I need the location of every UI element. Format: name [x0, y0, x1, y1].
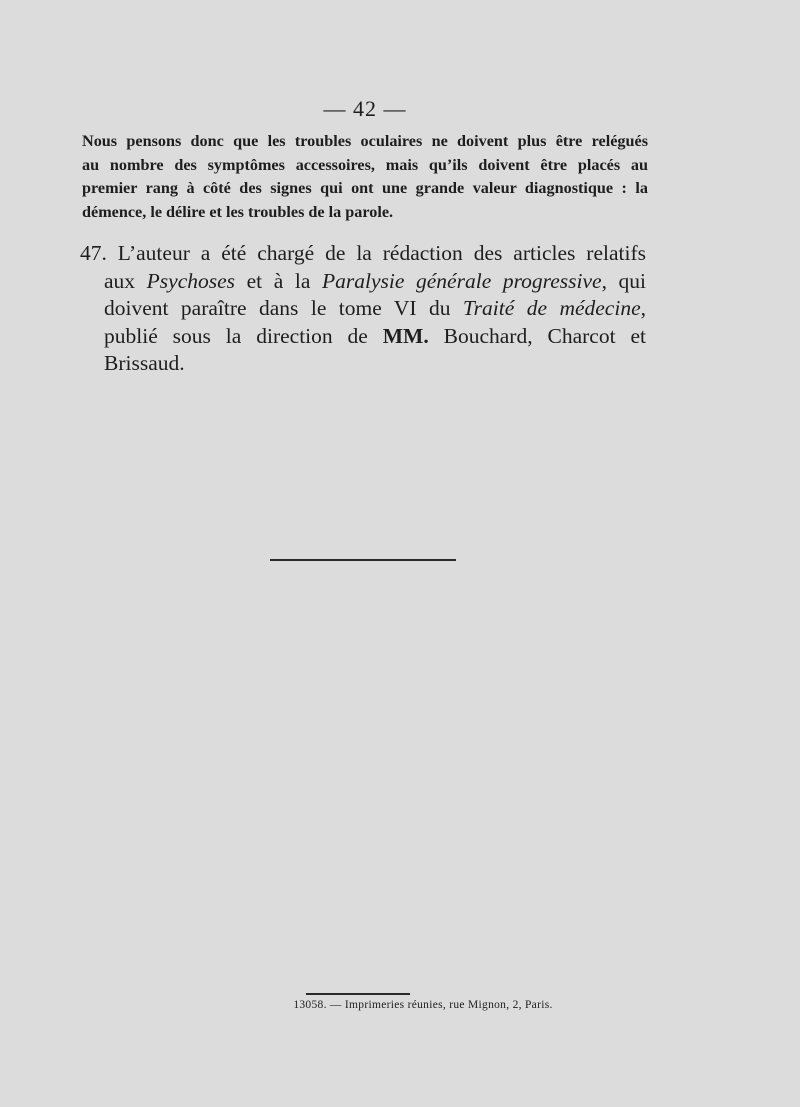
entry-47	[80, 240, 646, 378]
entry-italic-title: Traité de médecine	[462, 296, 641, 320]
section-divider	[270, 559, 456, 561]
entry-line	[80, 268, 646, 296]
entry-line	[80, 323, 646, 351]
entry-text: doivent paraître dans le tome VI du	[104, 296, 463, 320]
paragraph-line: au nombre des symptômes accessoires, mais qu’ils doivent être placés au	[82, 155, 648, 174]
paragraph-line: premier rang à côté des signes qui ont une grande valeur diagnostique : la	[82, 179, 648, 197]
entry-text: , qui	[601, 268, 647, 293]
entry-line: Brissaud.	[104, 351, 185, 375]
page-number: — 42 —	[323, 96, 407, 121]
paragraph-line: démence, le délire et les troubles de la parole.	[82, 202, 394, 221]
entry-italic-title: Psychoses	[146, 268, 236, 293]
entry-line	[80, 295, 646, 323]
paragraph-line: Nous pensons donc que les troubles oculaires ne doivent plus être relégués	[82, 132, 648, 150]
printer-imprint: 13058. — Imprimeries réunies, rue Mignon, 2, Paris.	[293, 999, 553, 1011]
entry-text: publié sous la direction de	[104, 323, 383, 348]
entry-text: Bouchard, Charcot et	[428, 323, 646, 348]
entry-text: ,	[640, 296, 646, 320]
entry-text: et à la	[235, 268, 323, 293]
entry-text: aux	[104, 268, 147, 293]
entry-bold-text: MM.	[382, 323, 429, 348]
conclusion-paragraph	[82, 130, 648, 224]
entry-line: 47. L’auteur a été chargé de la rédaction des articles relatifs	[80, 241, 646, 265]
footer-divider	[306, 993, 410, 995]
entry-italic-title: Paralysie générale progressive	[322, 268, 602, 293]
